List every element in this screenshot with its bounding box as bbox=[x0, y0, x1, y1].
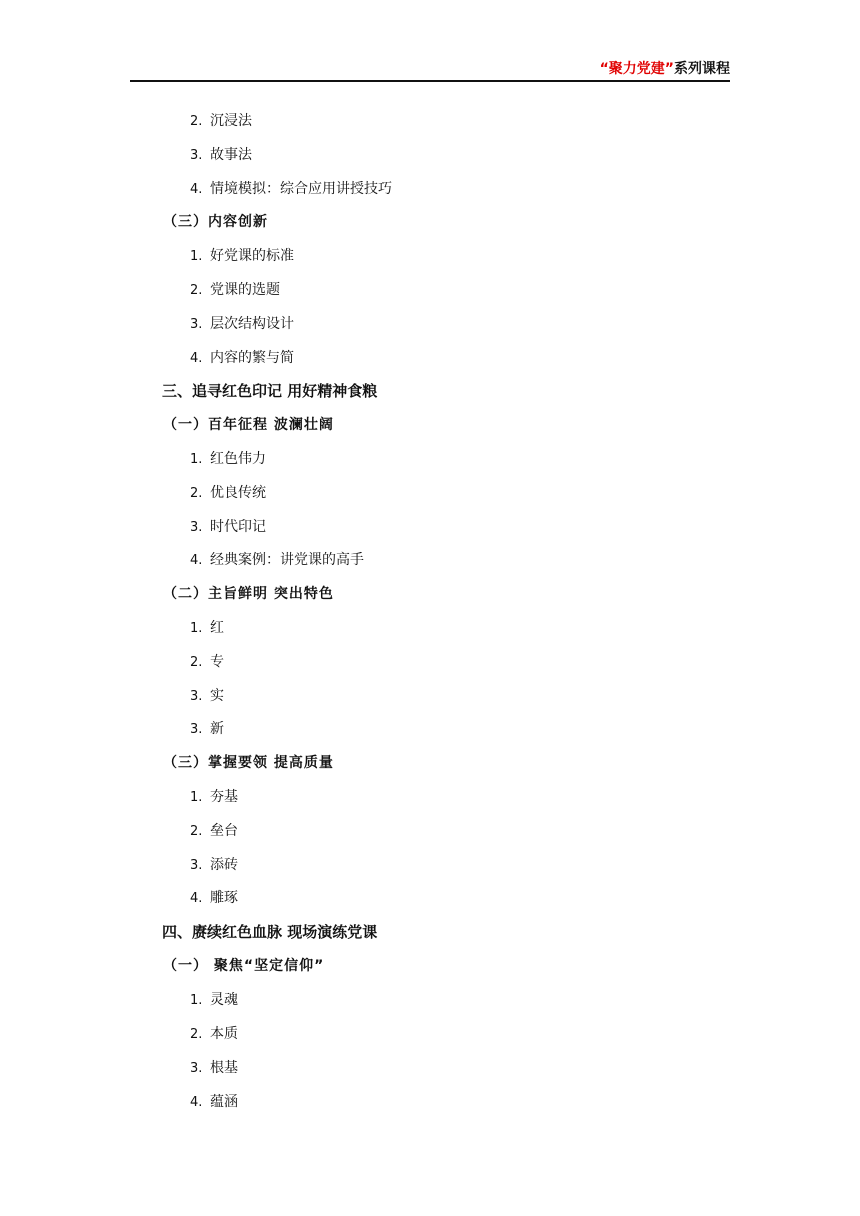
list-item-number: 2. bbox=[190, 114, 203, 129]
list-item bbox=[190, 719, 224, 740]
list-item-text: 红色伟力 bbox=[210, 451, 266, 467]
subsection-heading: （三）内容创新 bbox=[163, 214, 268, 230]
list-item-text: 新 bbox=[210, 721, 224, 737]
list-item-text: 好党课的标准 bbox=[210, 248, 294, 264]
list-item bbox=[190, 314, 294, 335]
list-item bbox=[190, 348, 294, 369]
subsection-heading: （三）掌握要领 提高质量 bbox=[163, 755, 334, 771]
list-item-number: 3. bbox=[190, 1061, 203, 1076]
list-item-number: 4. bbox=[190, 891, 203, 906]
list-item bbox=[190, 787, 238, 808]
list-item bbox=[190, 111, 252, 132]
list-item-number: 2. bbox=[190, 486, 203, 501]
list-item-number: 2. bbox=[190, 283, 203, 298]
header-series: 系列课程 bbox=[674, 61, 730, 77]
list-item-number: 4. bbox=[190, 553, 203, 568]
list-item bbox=[190, 990, 238, 1011]
list-item-text: 夯基 bbox=[210, 789, 238, 805]
header-rule bbox=[130, 80, 730, 82]
list-item-number: 4. bbox=[190, 351, 203, 366]
list-item bbox=[190, 618, 224, 639]
list-item-number: 3. bbox=[190, 317, 203, 332]
list-item-text: 专 bbox=[210, 654, 224, 670]
subsection-heading: （一） 聚焦“坚定信仰” bbox=[163, 958, 325, 974]
list-item-number: 3. bbox=[190, 858, 203, 873]
page-header bbox=[130, 58, 730, 80]
list-item-number: 1. bbox=[190, 452, 203, 467]
list-item bbox=[190, 280, 280, 301]
list-item-text: 实 bbox=[210, 688, 224, 704]
list-item-text: 雕琢 bbox=[210, 890, 238, 906]
list-item bbox=[190, 179, 392, 200]
list-item bbox=[190, 686, 224, 707]
list-item bbox=[190, 855, 238, 876]
list-item-text: 本质 bbox=[210, 1026, 238, 1042]
list-item-number: 3. bbox=[190, 148, 203, 163]
list-item-text: 层次结构设计 bbox=[210, 316, 294, 332]
list-item-number: 3. bbox=[190, 689, 203, 704]
list-item-number: 1. bbox=[190, 993, 203, 1008]
list-item-text: 添砖 bbox=[210, 857, 238, 873]
list-item-text: 灵魂 bbox=[210, 992, 238, 1008]
list-item-text: 垒台 bbox=[210, 823, 238, 839]
list-item-number: 2. bbox=[190, 1027, 203, 1042]
list-item-text: 故事法 bbox=[210, 147, 252, 163]
list-item-text: 蕴涵 bbox=[210, 1094, 238, 1110]
list-item bbox=[190, 483, 266, 504]
header-brand: “聚力党建” bbox=[599, 61, 674, 77]
list-item bbox=[190, 652, 224, 673]
list-item bbox=[190, 821, 238, 842]
list-item-number: 2. bbox=[190, 655, 203, 670]
list-item-text: 红 bbox=[210, 620, 224, 636]
list-item-text: 经典案例：讲党课的高手 bbox=[210, 552, 364, 568]
subsection-heading: （二）主旨鲜明 突出特色 bbox=[163, 586, 334, 602]
list-item-text: 沉浸法 bbox=[210, 113, 252, 129]
list-item bbox=[190, 888, 238, 909]
list-item-text: 内容的繁与简 bbox=[210, 350, 294, 366]
list-item-number: 3. bbox=[190, 520, 203, 535]
list-item-text: 根基 bbox=[210, 1060, 238, 1076]
list-item-number: 1. bbox=[190, 790, 203, 805]
list-item bbox=[190, 1058, 238, 1079]
subsection-heading: （一）百年征程 波澜壮阔 bbox=[163, 417, 334, 433]
section-heading: 三、追寻红色印记 用好精神食粮 bbox=[162, 382, 378, 400]
list-item-text: 优良传统 bbox=[210, 485, 266, 501]
list-item-text: 时代印记 bbox=[210, 519, 266, 535]
section-heading: 四、赓续红色血脉 现场演练党课 bbox=[162, 923, 378, 941]
list-item-text: 情境模拟：综合应用讲授技巧 bbox=[210, 181, 392, 197]
list-item bbox=[190, 1092, 238, 1113]
list-item bbox=[190, 449, 266, 470]
list-item-number: 2. bbox=[190, 824, 203, 839]
list-item-text: 党课的选题 bbox=[210, 282, 280, 298]
list-item-number: 4. bbox=[190, 1095, 203, 1110]
list-item bbox=[190, 550, 364, 571]
list-item bbox=[190, 1024, 238, 1045]
list-item bbox=[190, 246, 294, 267]
list-item-number: 3. bbox=[190, 722, 203, 737]
list-item-number: 1. bbox=[190, 249, 203, 264]
list-item bbox=[190, 517, 266, 538]
list-item bbox=[190, 145, 252, 166]
list-item-number: 4. bbox=[190, 182, 203, 197]
list-item-number: 1. bbox=[190, 621, 203, 636]
